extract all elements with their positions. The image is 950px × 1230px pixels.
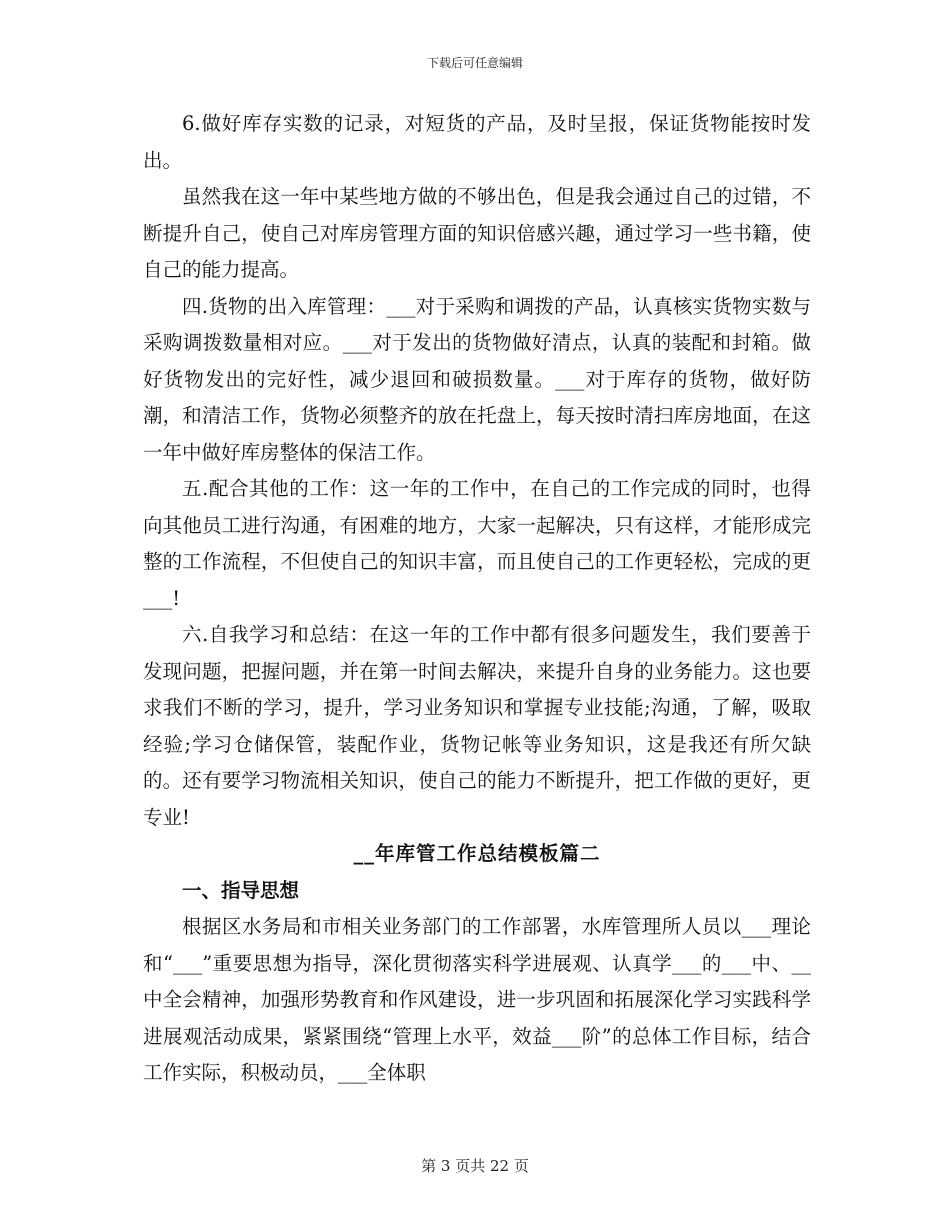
- section-title: __年库管工作总结模板篇二: [353, 842, 601, 865]
- paragraph: 六.自我学习和总结：在这一年的工作中都有很多问题发生，我们要善于发现问题，把握问题，并在第一时间去解决，来提升自身的业务能力。这也要求我们不断的学习，提升，学习业务知识和掌握专业技能;沟通，了解，吸取经验;学习仓储保管，装配作业，货物记帐等业务知识，这是我还有所欠缺的。还有要学习物流相关知识，使自己的能力不断提升，把工作做的更好，更专业!: [143, 623, 811, 829]
- paragraph: 四.货物的出入库管理：___对于采购和调拨的产品，认真核实货物实数与采购调拨数量相对应。___对于发出的货物做好清点，认真的装配和封箱。做好货物发出的完好性，减少退回和破损数量。___对于库存的货物，做好防潮，和清洁工作，货物必须整齐的放在托盘上，每天按时清扫库房地面，在这一年中做好库房整体的保洁工作。: [143, 294, 811, 464]
- paragraph: 五.配合其他的工作：这一年的工作中，在自己的工作完成的同时，也得向其他员工进行沟通，有困难的地方，大家一起解决，只有这样，才能形成完整的工作流程，不但使自己的知识丰富，而且使自己的工作更轻松，完成的更___!: [143, 477, 811, 610]
- subsection-title: 一、指导思想: [182, 878, 300, 902]
- page-footer: 第 3 页共 22 页: [421, 1157, 529, 1175]
- paragraph: 虽然我在这一年中某些地方做的不够出色，但是我会通过自己的过错，不断提升自己，使自己对库房管理方面的知识倍感兴趣，通过学习一些书籍，使自己的能力提高。: [143, 185, 811, 281]
- document-body: [143, 106, 811, 1092]
- page-header: 下载后可任意编辑: [426, 56, 523, 70]
- paragraph: 根据区水务局和市相关业务部门的工作部署，水库管理所人员以___理论和“___”重要思想为指导，深化贯彻落实科学进展观、认真学___的___中、__中全会精神，加强形势教育和作风建设，进一步巩固和拓展深化学习实践科学进展观活动成果，紧紧围绕“管理上水平，效益___阶”的总体工作目标，结合工作实际，积极动员，___全体职: [143, 915, 811, 1084]
- paragraph: 6.做好库存实数的记录，对短货的产品，及时呈报，保证货物能按时发出。: [143, 112, 811, 172]
